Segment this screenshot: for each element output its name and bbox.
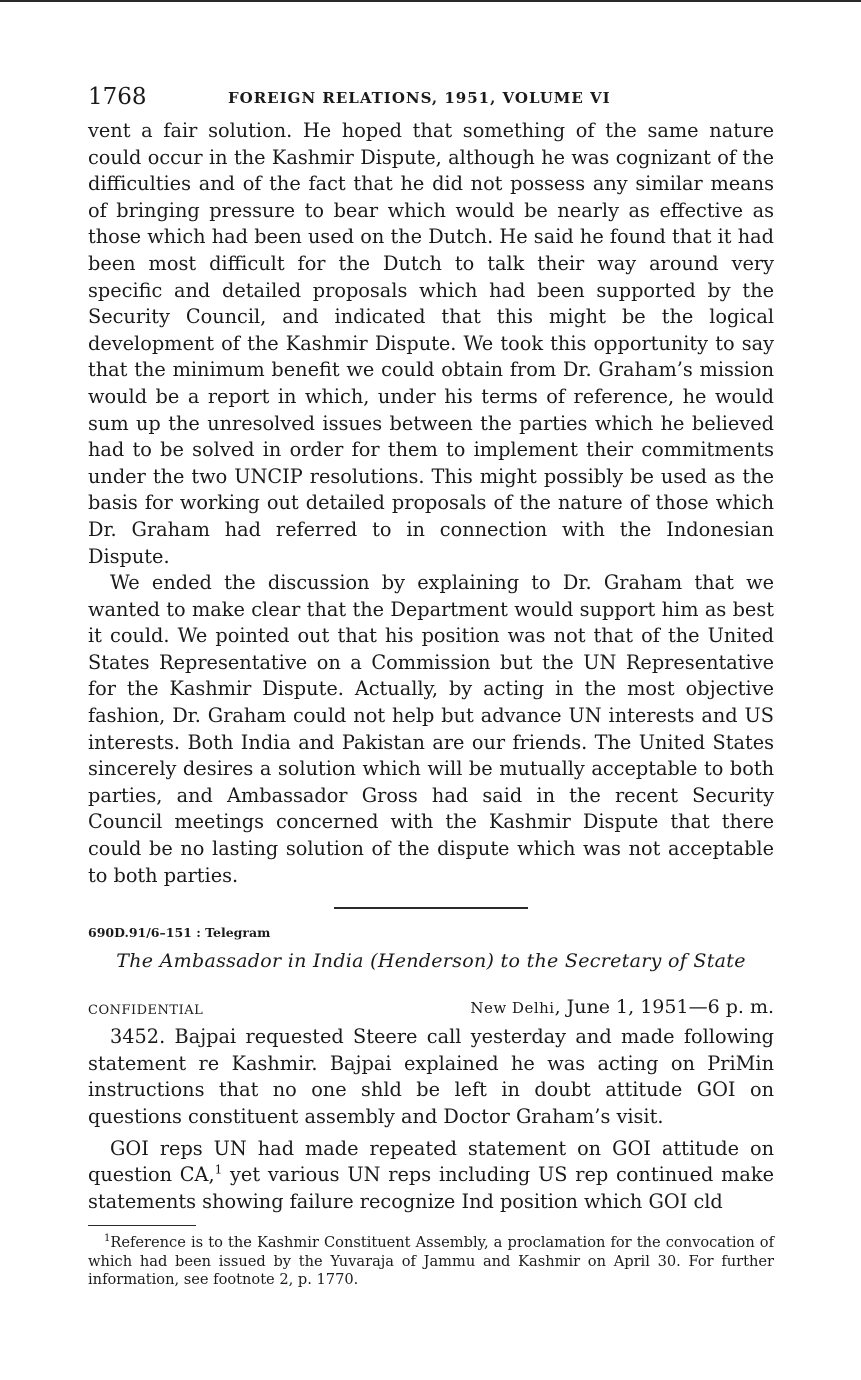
footnote	[88, 1234, 774, 1290]
page-header	[88, 84, 774, 118]
footnote-text: Reference is to the Kashmir Constituent Assembly, a proclamation for the convocation of which had been issued by the Yuvaraja of Jammu and Kashmir on April 30. For further information, see footnote 2, p. 1770.	[88, 1234, 774, 1289]
paragraph: vent a fair solution. He hoped that something of the same nature could occur in the Kashmir Dispute, although he was cognizant of the difficulties and of the fact that he did not possess any similar means of bringing pressure to bear which would be nearly as effective as those which had been used on the Dutch. He said he found that it had been most difficult for the Dutch to talk their way around very specific and detailed proposals which had been supported by the Security Council, and indicated that this might be the logical development of the Kashmir Dispute. We took this opportunity to say that the minimum benefit we could obtain from Dr. Graham’s mission would be a report in which, under his terms of reference, he would sum up the unresolved issues between the parties which he believed had to be solved in order for them to implement their commitments under the two UNCIP resolutions. This might possibly be used as the basis for working out detailed proposals of the nature of those which Dr. Graham had referred to in connection with the Indonesian Dispute.	[88, 119, 774, 568]
footnote-rule	[88, 1225, 196, 1226]
paragraph: We ended the discussion by explaining to Dr. Graham that we wanted to make clear that the Department would support him as best it could. We pointed out that his position was not that of the United States Representative on a Commission but the UN Representative for the Kashmir Dispute. Actually, by acting in the most objective fashion, Dr. Graham could not help but advance UN interests and US interests. Both India and Pakistan are our friends. The United States sincerely desires a solution which will be mutually acceptable to both parties, and Ambassador Gross had said in the recent Security Council meetings concerned with the Kashmir Dispute that there could be no lasting solution of the dispute which was not acceptable to both parties.	[88, 571, 774, 887]
file-reference: 690D.91/6–151 : Telegram	[88, 925, 271, 941]
classification-label: CONFIDENTIAL	[88, 1003, 204, 1019]
footnote-marker: 1	[104, 1233, 111, 1245]
document-page	[88, 84, 774, 1290]
classification-row	[88, 994, 774, 1022]
telegram-body	[88, 1024, 774, 1215]
dateline	[470, 996, 774, 1018]
running-title: FOREIGN RELATIONS, 1951, VOLUME VI	[228, 89, 611, 107]
paragraph	[88, 1136, 774, 1216]
memo-continuation	[88, 118, 774, 889]
dateline-place: New Delhi	[470, 999, 555, 1018]
document-title: The Ambassador in India (Henderson) to the Secretary of State	[116, 950, 746, 973]
section-divider	[334, 907, 528, 909]
footnote-reference: 1	[214, 1162, 223, 1177]
page-number: 1768	[88, 84, 147, 110]
paragraph-text: GOI reps UN had made repeated statement on GOI attitude on question CA,	[88, 1136, 774, 1187]
top-border-rule	[0, 0, 861, 2]
paragraph-text: yet various UN reps including US rep continued make statements showing failure recognize Ind position which GOI cld	[88, 1163, 774, 1213]
paragraph: 3452. Bajpai requested Steere call yesterday and made following statement re Kashmir. Bajpai explained he was acting on PriMin instructions that no one shld be left in doubt attitude GOI on questions constituent assembly and Doctor Graham’s visit.	[88, 1025, 774, 1128]
dateline-date: , June 1, 1951—6 p. m.	[554, 996, 774, 1019]
